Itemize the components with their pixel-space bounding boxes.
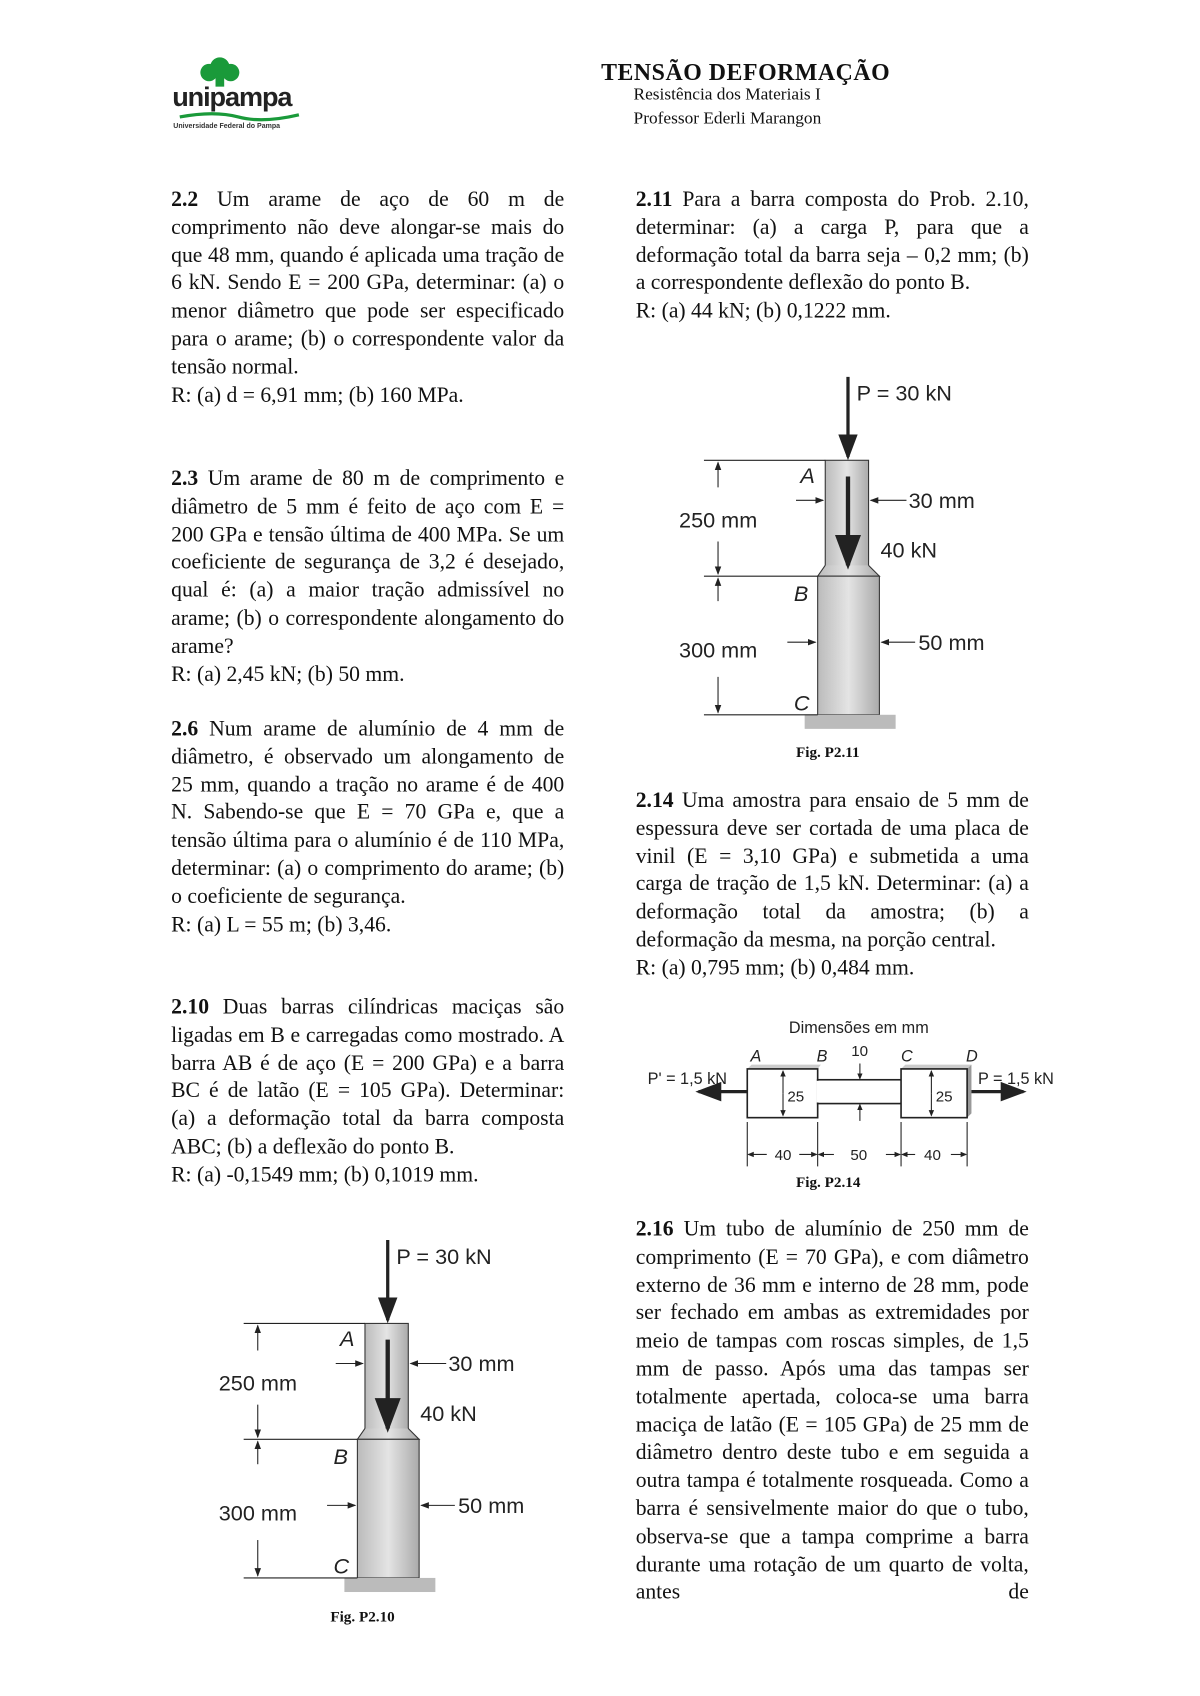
diameter-ab-label: 30 mm xyxy=(448,1351,515,1377)
figure-p2-11 xyxy=(666,368,991,742)
length-bc-label: 50 xyxy=(850,1146,868,1164)
length-cd-label: 40 xyxy=(924,1146,941,1164)
problem-text: Um tubo de alumínio de 250 mm de comprimento (E = 70 GPa), e com diâmetro externo de 36 mm e interno de 28 mm, pode ser fechado em ambas as extremidades por meio de tampas com roscas simples, de 1,5 mm de passo. Após uma das tampas ser totalmente apertada, coloca-se uma barra maciça de latão (E = 105 GPa) de 25 mm de diâmetro dentro deste tubo e em seguida a outra tampa é totalmente rosqueada. Como a barra é sensivelmente maior do que o tubo, observa-se que a tampa comprime a barra durante uma rotação de um quarto de volta, antes de xyxy=(635,1217,1029,1605)
logo-subtext: Universidade Federal do Pampa xyxy=(173,122,281,130)
point-b-label: B xyxy=(333,1444,349,1470)
load-label: P = 30 kN xyxy=(396,1243,492,1269)
length-ab-label: 250 mm xyxy=(679,507,758,533)
point-b-label: B xyxy=(793,581,809,607)
problem-text: Num arame de alumínio de 4 mm de diâmetro, é observado um alongamento de 25 mm, quando a tração no arame é de 400 N. Sabendo-se que E = 70 GPa e, que a tensão última para o alumínio é de 110 MPa, determinar: (a) o comprimento do arame; (b) o coeficiente de segurança. xyxy=(171,716,565,909)
point-b-label: B xyxy=(816,1047,828,1066)
problem-text: Uma amostra para ensaio de 5 mm de espessura deve ser cortada de uma placa de vinil (E = 3,10 GPa) e submetida a uma carga de tração de 1,5 kN. Determinar: (a) a deformação total da amostra; (b) a deformação da mesma, na porção central. xyxy=(635,788,1029,952)
load-label: P = 30 kN xyxy=(856,380,952,406)
length-ab-label: 40 xyxy=(774,1146,792,1164)
problem-text: Para a barra composta do Prob. 2.10, determinar: (a) a carga P, para que a deformação total da barra seja – 0,2 mm; (b) a correspondente deflexão do ponto B. xyxy=(635,187,1029,295)
point-c-label: C xyxy=(793,690,810,716)
point-c-label: C xyxy=(333,1553,350,1579)
length-bc-label: 300 mm xyxy=(218,1500,298,1526)
diameter-ab-label: 30 mm xyxy=(908,487,975,513)
problem-2-6 xyxy=(171,716,564,940)
course-name: Resistência dos Materiais I xyxy=(633,85,821,104)
problem-2-10 xyxy=(171,994,564,1190)
figure-p2-10 xyxy=(206,1231,531,1605)
inner-load-label: 40 kN xyxy=(420,1400,477,1426)
length-bc-label: 300 mm xyxy=(679,637,758,663)
bar-bc xyxy=(818,576,880,715)
figure-caption: Fig. P2.11 xyxy=(796,745,860,762)
problem-number: 2.3 xyxy=(171,466,199,491)
problem-answer: R: (a) 2,45 kN; (b) 50 mm. xyxy=(171,662,405,687)
point-a-label: A xyxy=(800,463,815,489)
problem-answer: R: (a) L = 55 m; (b) 3,46. xyxy=(171,912,392,937)
bar-bc xyxy=(357,1439,419,1578)
figure-caption: Fig. P2.10 xyxy=(330,1609,395,1626)
support-base xyxy=(805,715,896,729)
unipampa-logo xyxy=(171,54,306,141)
load-right-label: P = 1,5 kN xyxy=(977,1070,1054,1089)
problem-answer: R: (a) -0,1549 mm; (b) 0,1019 mm. xyxy=(171,1162,479,1187)
end-width-left-label: 25 xyxy=(787,1088,805,1106)
figure-p2-14 xyxy=(639,1013,1072,1175)
problem-number: 2.14 xyxy=(635,788,674,813)
neck-width-label: 10 xyxy=(851,1042,869,1060)
problem-number: 2.6 xyxy=(171,716,199,741)
problem-2-2 xyxy=(171,186,564,410)
end-width-right-label: 25 xyxy=(935,1088,953,1106)
inner-load-label: 40 kN xyxy=(880,537,938,563)
point-a-label: A xyxy=(750,1047,762,1066)
problem-text: Um arame de 80 m de comprimento e diâmetro de 5 mm é feito de aço com E = 200 GPa e tensão última de 400 MPa. Se um coeficiente de segurança de 3,2 é desejado, qual é: (a) a maior tração admissível no arame; (b) o correspondente alongamento do arame? xyxy=(171,466,565,659)
page-title: TENSÃO DEFORMAÇÃO xyxy=(601,58,891,86)
problem-2-16 xyxy=(636,1216,1029,1607)
problem-answer: R: (a) 44 kN; (b) 0,1222 mm. xyxy=(635,299,891,323)
length-ab-label: 250 mm xyxy=(218,1370,298,1396)
problem-answer: R: (a) d = 6,91 mm; (b) 160 MPa. xyxy=(171,382,464,407)
specimen-neck xyxy=(818,1080,901,1104)
point-a-label: A xyxy=(340,1326,355,1352)
problem-2-11 xyxy=(636,186,1029,326)
problem-2-3 xyxy=(171,466,564,690)
problem-number: 2.16 xyxy=(635,1217,674,1242)
point-c-label: C xyxy=(901,1047,913,1066)
problem-answer: R: (a) 0,795 mm; (b) 0,484 mm. xyxy=(635,956,915,980)
problem-number: 2.10 xyxy=(171,995,210,1020)
problem-text: Um arame de aço de 60 m de comprimento não deve alongar-se mais do que 48 mm, quando é aplicada uma tração de 6 kN. Sendo E = 200 GPa, determinar: (a) o menor diâmetro que pode ser especificado para o arame; (b) o correspondente valor da tensão normal. xyxy=(171,187,565,379)
dimensions-note: Dimensões em mm xyxy=(788,1019,929,1038)
specimen-right-block xyxy=(901,1069,967,1118)
figure-caption: Fig. P2.14 xyxy=(796,1175,861,1192)
professor-name: Professor Ederli Marangon xyxy=(633,109,822,128)
problem-number: 2.2 xyxy=(171,187,199,212)
logo-wordmark: unipampa xyxy=(172,82,292,113)
load-left-label: P' = 1,5 kN xyxy=(647,1070,727,1089)
support-base xyxy=(344,1578,435,1592)
diameter-bc-label: 50 mm xyxy=(918,629,985,655)
point-d-label: D xyxy=(966,1047,978,1066)
problem-text: Duas barras cilíndricas maciças são ligadas em B e carregadas como mostrado. A barra AB é de aço (E = 200 GPa) e a barra BC é de latão (E = 105 GPa). Determinar: (a) a deformação total da barra composta ABC; (b) a deflexão do ponto B. xyxy=(171,995,565,1159)
problem-number: 2.11 xyxy=(635,187,673,212)
diameter-bc-label: 50 mm xyxy=(458,1492,525,1518)
problem-2-14 xyxy=(636,787,1029,983)
